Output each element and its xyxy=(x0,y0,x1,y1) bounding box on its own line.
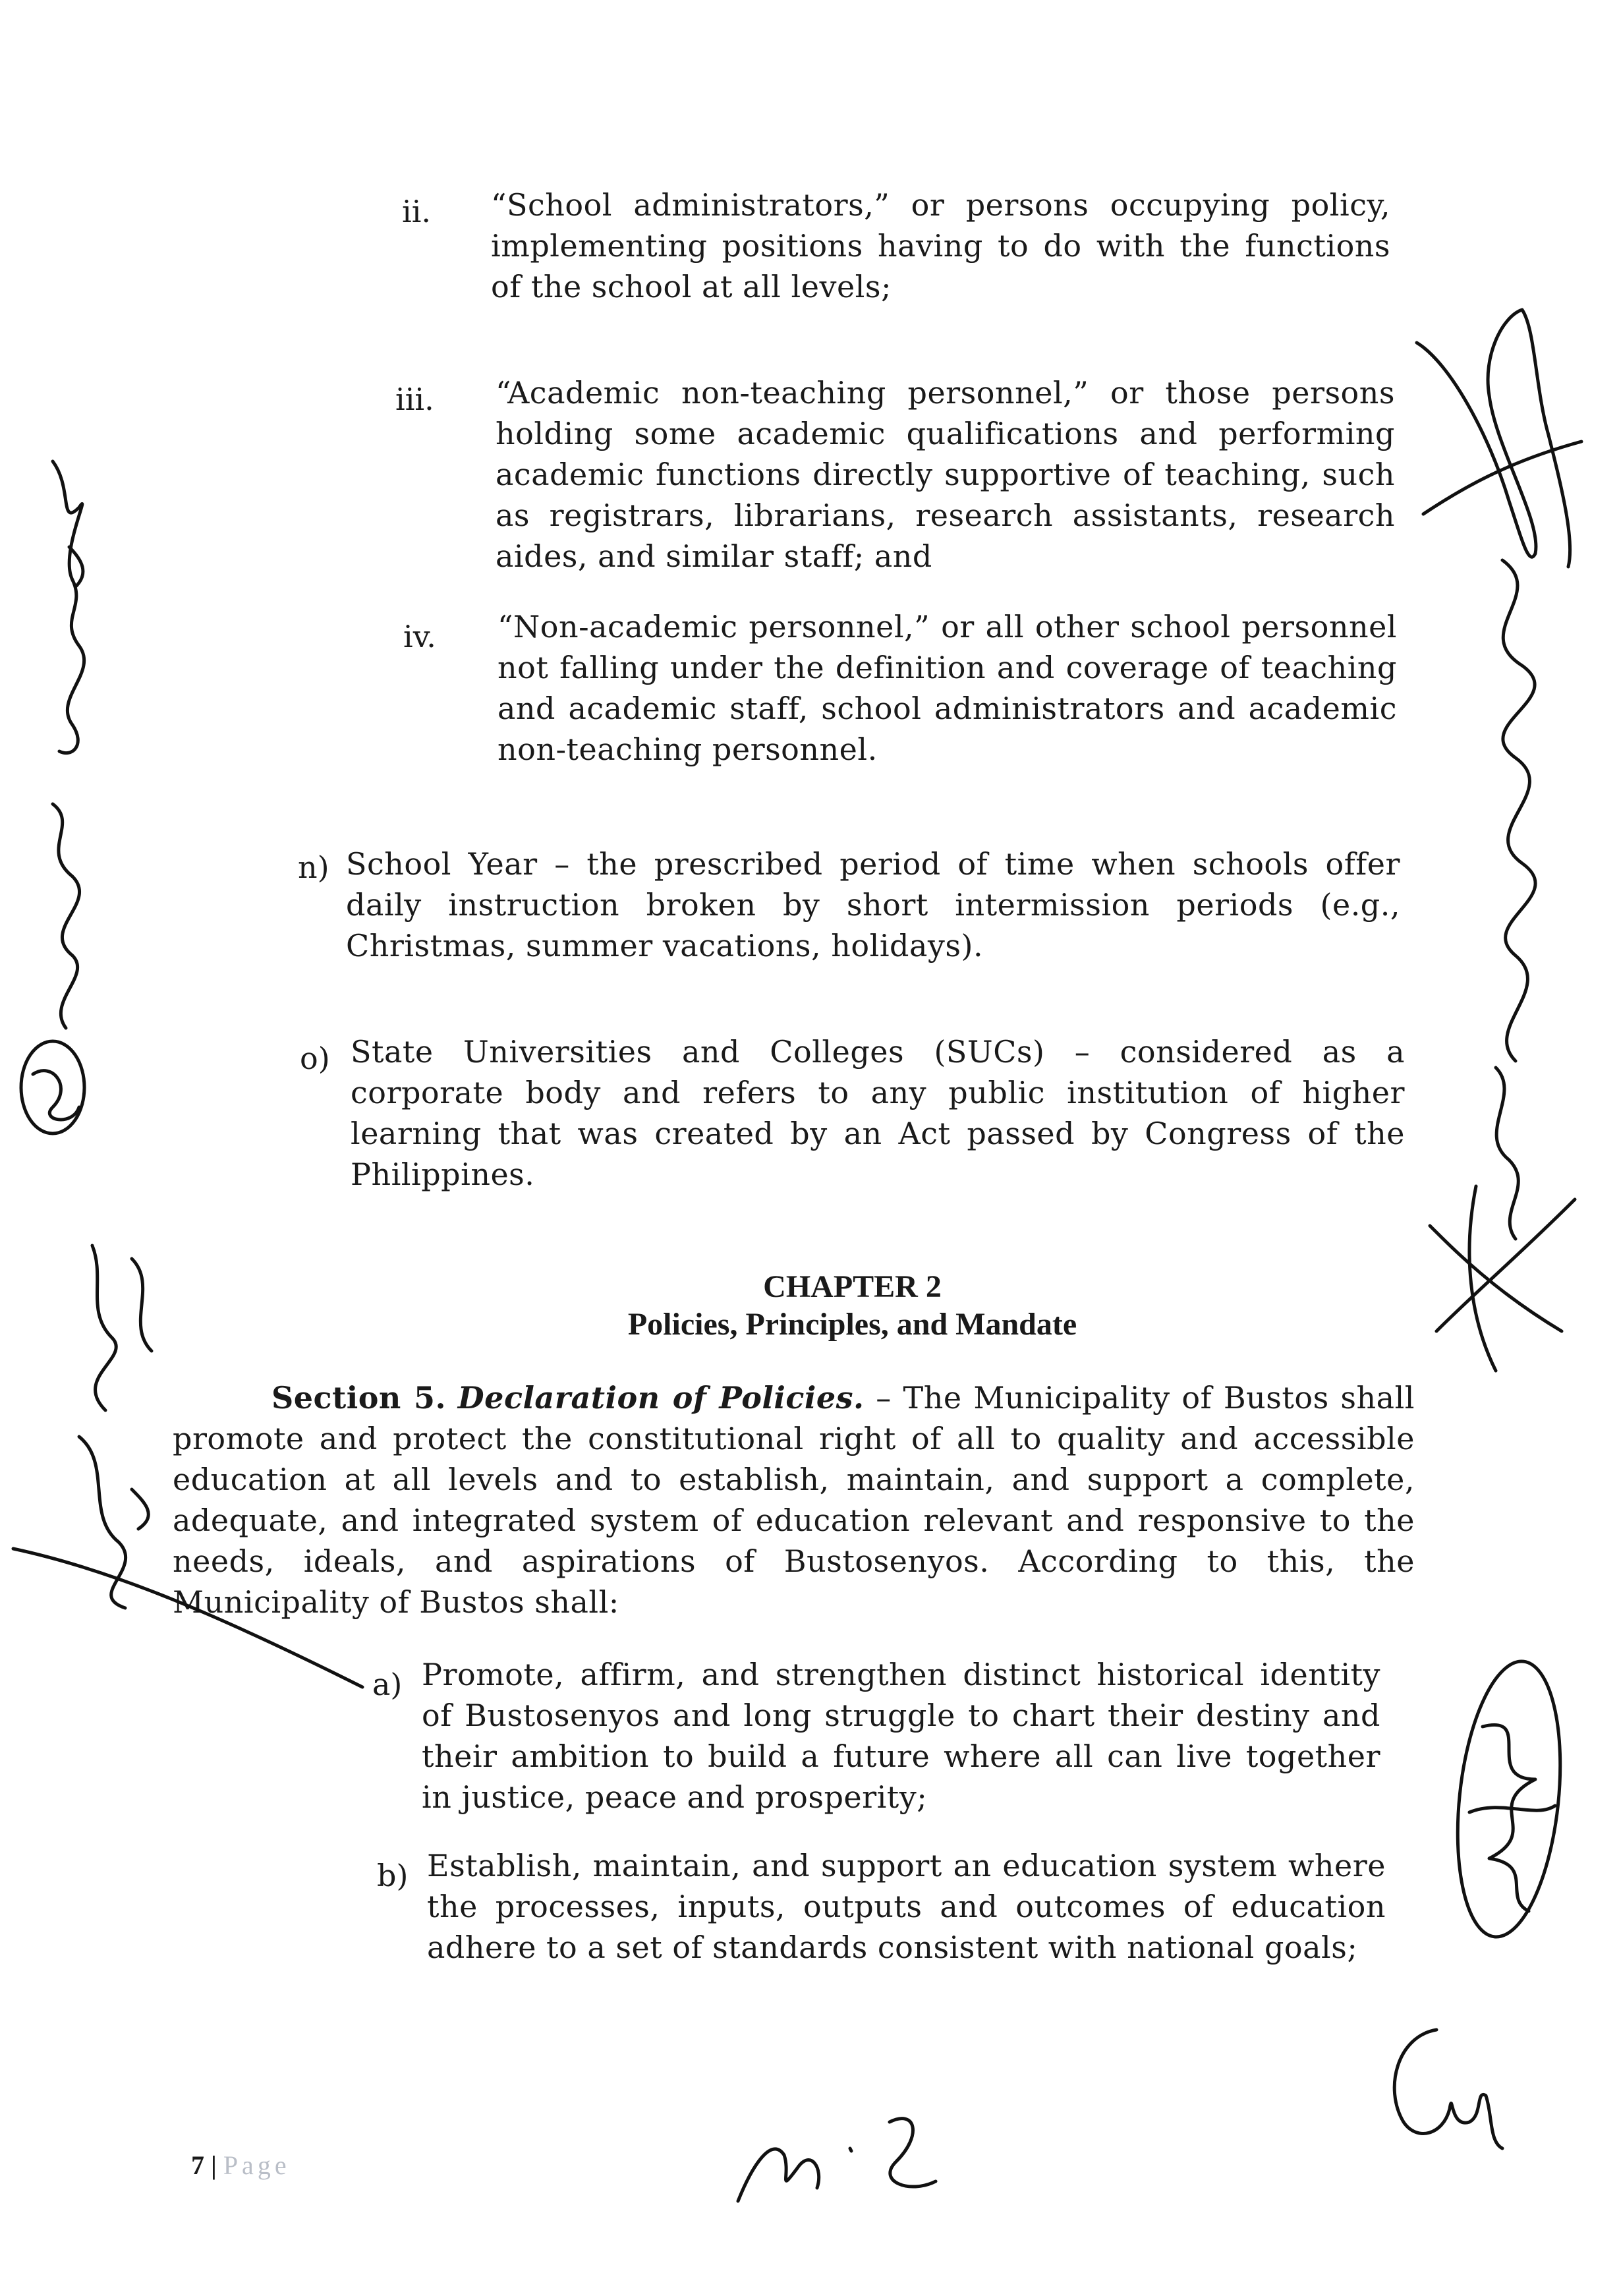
item-iii-label: iii. xyxy=(395,382,434,417)
definition-n-text: School Year – the prescribed period of time when schools offer daily instruction broken by short intermission periods (e.g., Christmas, summer vacations, holidays). xyxy=(346,846,1400,963)
section-5-label: Section 5. xyxy=(271,1380,447,1416)
chapter-title: Policies, Principles, and Mandate xyxy=(627,1307,1077,1342)
page-word: Page xyxy=(223,2150,291,2180)
item-ii-text: “School administrators,” or persons occupying policy, implementing positions having to do with the functions of the school at all levels; xyxy=(491,187,1390,304)
definition-n-label: n) xyxy=(298,849,329,885)
policy-a-text: Promote, affirm, and strengthen distinct historical identity of Bustosenyos and long struggle to chart their destiny and their ambition to build a future where all can live together in justice, peace and prosperity; xyxy=(422,1657,1380,1815)
policy-a-label: a) xyxy=(372,1667,403,1702)
definition-o-label: o) xyxy=(300,1041,330,1076)
signature-right-top xyxy=(1410,303,1595,580)
signature-right-oval xyxy=(1443,1648,1575,1951)
item-iv-text: “Non-academic personnel,” or all other school personnel not falling under the definition and coverage of teaching and academic staff, school administrators and academic non-teaching personnel. xyxy=(497,609,1397,767)
signature-left-top xyxy=(33,448,112,764)
chapter-number: CHAPTER 2 xyxy=(763,1269,942,1304)
section-5-title: Declaration of Policies. xyxy=(457,1380,865,1416)
signature-bottom-right xyxy=(1371,2017,1529,2162)
item-ii-label: ii. xyxy=(402,194,432,229)
item-iv-label: iv. xyxy=(403,619,436,654)
signature-bottom-center xyxy=(725,2109,962,2208)
page-number: 7 xyxy=(191,2150,204,2180)
policy-b-label: b) xyxy=(377,1858,409,1893)
signature-left-middle xyxy=(13,797,105,1140)
signature-left-lower xyxy=(7,1239,402,1700)
signature-right-middle xyxy=(1417,554,1588,1384)
section-5-text: – The Municipality of Bustos shall promote and protect the constitutional right of all to quality and accessible education at all levels and to establish, maintain, and support a complete, adequate, and integrated system of education relevant and responsive to the needs, ideals, and aspirations of Bustosenyos. According to this, the Municipality of Bustos shall: xyxy=(173,1380,1415,1620)
definition-o-text: State Universities and Colleges (SUCs) – considered as a corporate body and refers to any public institution of higher learning that was created by an Act passed by Congress of the Philippines. xyxy=(351,1034,1405,1192)
page-footer xyxy=(191,2150,291,2181)
item-iii-text: “Academic non-teaching personnel,” or those persons holding some academic qualifications and performing academic functions directly supportive of teaching, such as registrars, librarians, research assistants, research aides, and similar staff; and xyxy=(496,375,1395,574)
policy-b-text: Establish, maintain, and support an education system where the processes, inputs, outputs and outcomes of education adhere to a set of standards consistent with national goals; xyxy=(427,1848,1386,1965)
page-separator: | xyxy=(211,2150,217,2180)
